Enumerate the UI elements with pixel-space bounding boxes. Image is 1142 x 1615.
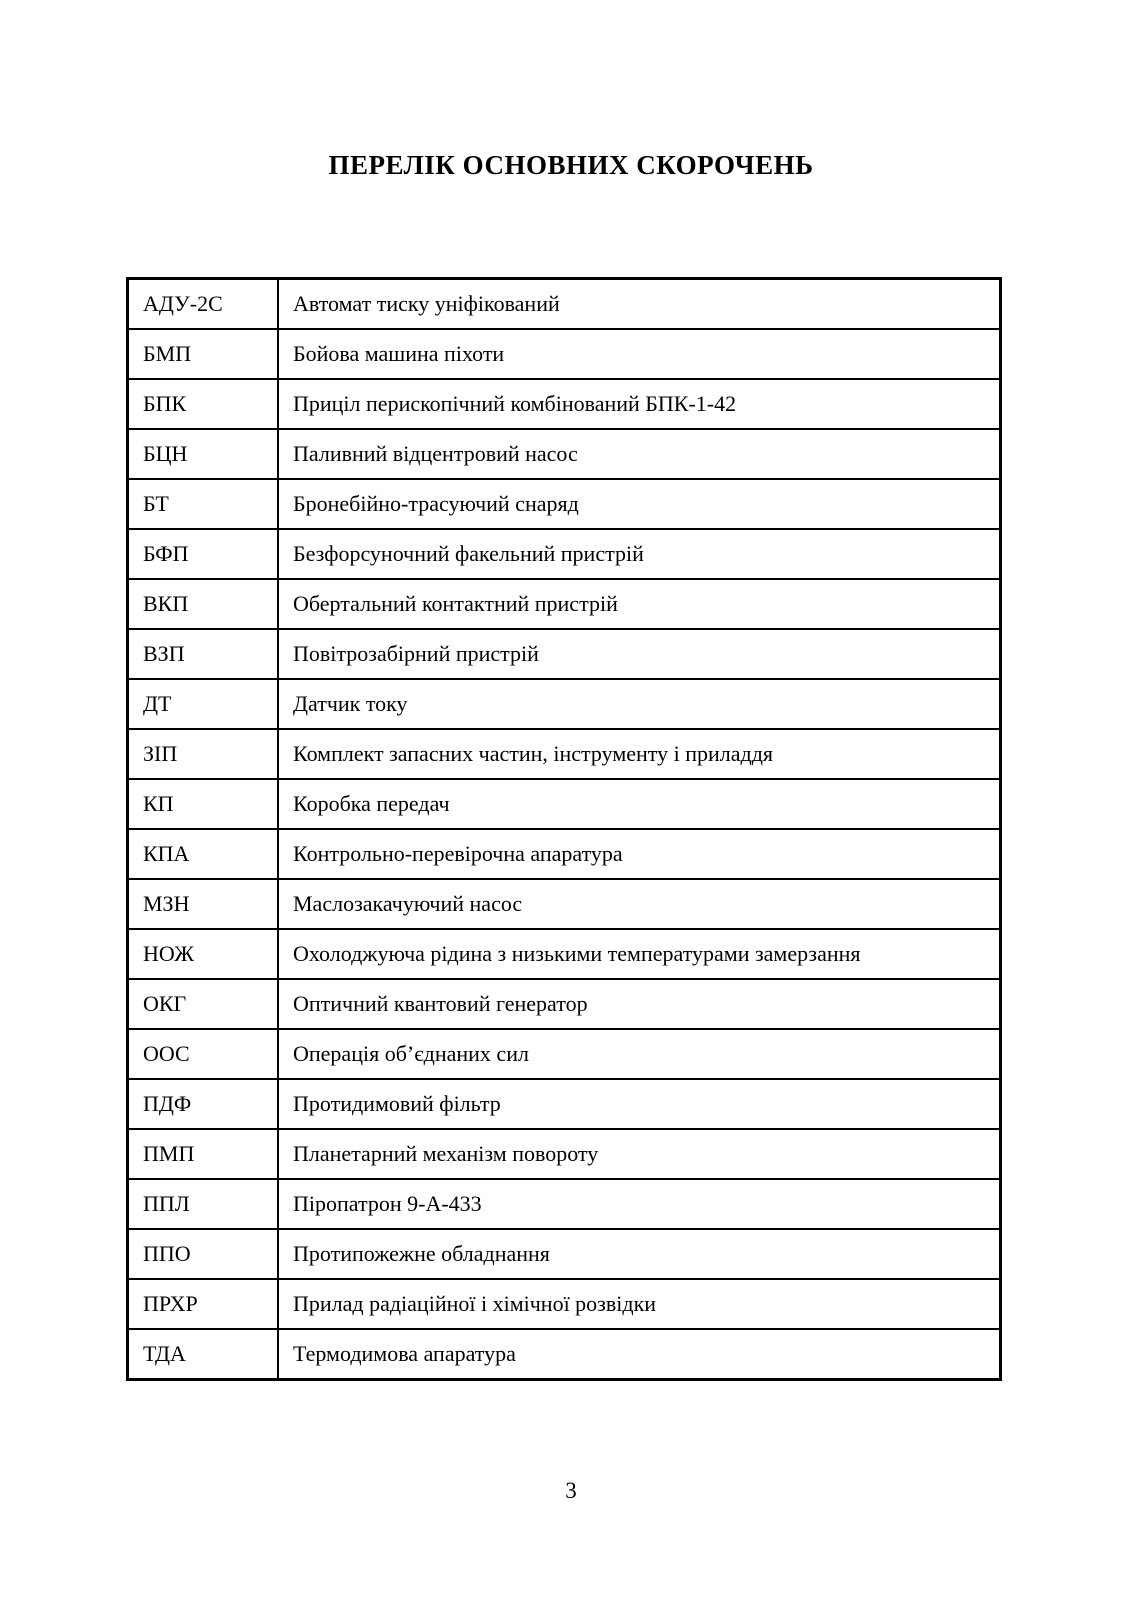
abbr-cell: КП bbox=[128, 779, 279, 829]
definition-cell: Протидимовий фільтр bbox=[278, 1079, 1001, 1129]
definition-cell: Оптичний квантовий генератор bbox=[278, 979, 1001, 1029]
definition-cell: Піропатрон 9-А-433 bbox=[278, 1179, 1001, 1229]
abbr-cell: ВКП bbox=[128, 579, 279, 629]
table-row bbox=[128, 929, 1001, 979]
table-row bbox=[128, 429, 1001, 479]
abbr-cell: ПДФ bbox=[128, 1079, 279, 1129]
definition-cell: Маслозакачуючий насос bbox=[278, 879, 1001, 929]
definition-cell: Обертальний контактний пристрій bbox=[278, 579, 1001, 629]
definition-cell: Бойова машина піхоти bbox=[278, 329, 1001, 379]
definition-cell: Комплект запасних частин, інструменту і приладдя bbox=[278, 729, 1001, 779]
table-row bbox=[128, 1279, 1001, 1329]
abbr-cell: ПРХР bbox=[128, 1279, 279, 1329]
table-row bbox=[128, 779, 1001, 829]
table-row bbox=[128, 579, 1001, 629]
abbr-cell: БЦН bbox=[128, 429, 279, 479]
table-row bbox=[128, 529, 1001, 579]
definition-cell: Безфорсуночний факельний пристрій bbox=[278, 529, 1001, 579]
definition-cell: Коробка передач bbox=[278, 779, 1001, 829]
page-number: 3 bbox=[565, 1478, 577, 1503]
definition-cell: Термодимова апаратура bbox=[278, 1329, 1001, 1380]
abbr-cell: ППО bbox=[128, 1229, 279, 1279]
table-row bbox=[128, 379, 1001, 429]
definition-cell: Контрольно-перевірочна апаратура bbox=[278, 829, 1001, 879]
table-row bbox=[128, 979, 1001, 1029]
abbr-cell: БПК bbox=[128, 379, 279, 429]
table-row bbox=[128, 879, 1001, 929]
definition-cell: Охолоджуюча рідина з низькими температурами замерзання bbox=[278, 929, 1001, 979]
abbr-cell: ОКГ bbox=[128, 979, 279, 1029]
table-row bbox=[128, 479, 1001, 529]
abbr-cell: ЗІП bbox=[128, 729, 279, 779]
table-row bbox=[128, 1029, 1001, 1079]
definition-cell: Паливний відцентровий насос bbox=[278, 429, 1001, 479]
abbr-cell: ВЗП bbox=[128, 629, 279, 679]
table-row bbox=[128, 629, 1001, 679]
abbreviations-table bbox=[126, 277, 1002, 1381]
abbr-cell: БТ bbox=[128, 479, 279, 529]
table-row bbox=[128, 1329, 1001, 1380]
table-row bbox=[128, 829, 1001, 879]
abbr-cell: ДТ bbox=[128, 679, 279, 729]
abbr-cell: ТДА bbox=[128, 1329, 279, 1380]
definition-cell: Планетарний механізм повороту bbox=[278, 1129, 1001, 1179]
table-row bbox=[128, 1229, 1001, 1279]
table-row bbox=[128, 329, 1001, 379]
definition-cell: Прилад радіаційної і хімічної розвідки bbox=[278, 1279, 1001, 1329]
table-row bbox=[128, 279, 1001, 330]
abbr-cell: КПА bbox=[128, 829, 279, 879]
table-row bbox=[128, 1129, 1001, 1179]
definition-cell: Автомат тиску уніфікований bbox=[278, 279, 1001, 330]
abbr-cell: ООС bbox=[128, 1029, 279, 1079]
abbr-cell: МЗН bbox=[128, 879, 279, 929]
definition-cell: Повітрозабірний пристрій bbox=[278, 629, 1001, 679]
table-row bbox=[128, 1079, 1001, 1129]
abbr-cell: ППЛ bbox=[128, 1179, 279, 1229]
table-row bbox=[128, 1179, 1001, 1229]
page-title: ПЕРЕЛІК ОСНОВНИХ СКОРОЧЕНЬ bbox=[328, 150, 814, 180]
abbr-cell: НОЖ bbox=[128, 929, 279, 979]
definition-cell: Операція об’єднаних сил bbox=[278, 1029, 1001, 1079]
definition-cell: Бронебійно-трасуючий снаряд bbox=[278, 479, 1001, 529]
abbr-cell: ПМП bbox=[128, 1129, 279, 1179]
table-row bbox=[128, 679, 1001, 729]
abbr-cell: БМП bbox=[128, 329, 279, 379]
definition-cell: Протипожежне обладнання bbox=[278, 1229, 1001, 1279]
table-row bbox=[128, 729, 1001, 779]
abbr-cell: БФП bbox=[128, 529, 279, 579]
abbr-cell: АДУ-2С bbox=[128, 279, 279, 330]
definition-cell: Датчик току bbox=[278, 679, 1001, 729]
definition-cell: Приціл перископічний комбінований БПК-1-42 bbox=[278, 379, 1001, 429]
